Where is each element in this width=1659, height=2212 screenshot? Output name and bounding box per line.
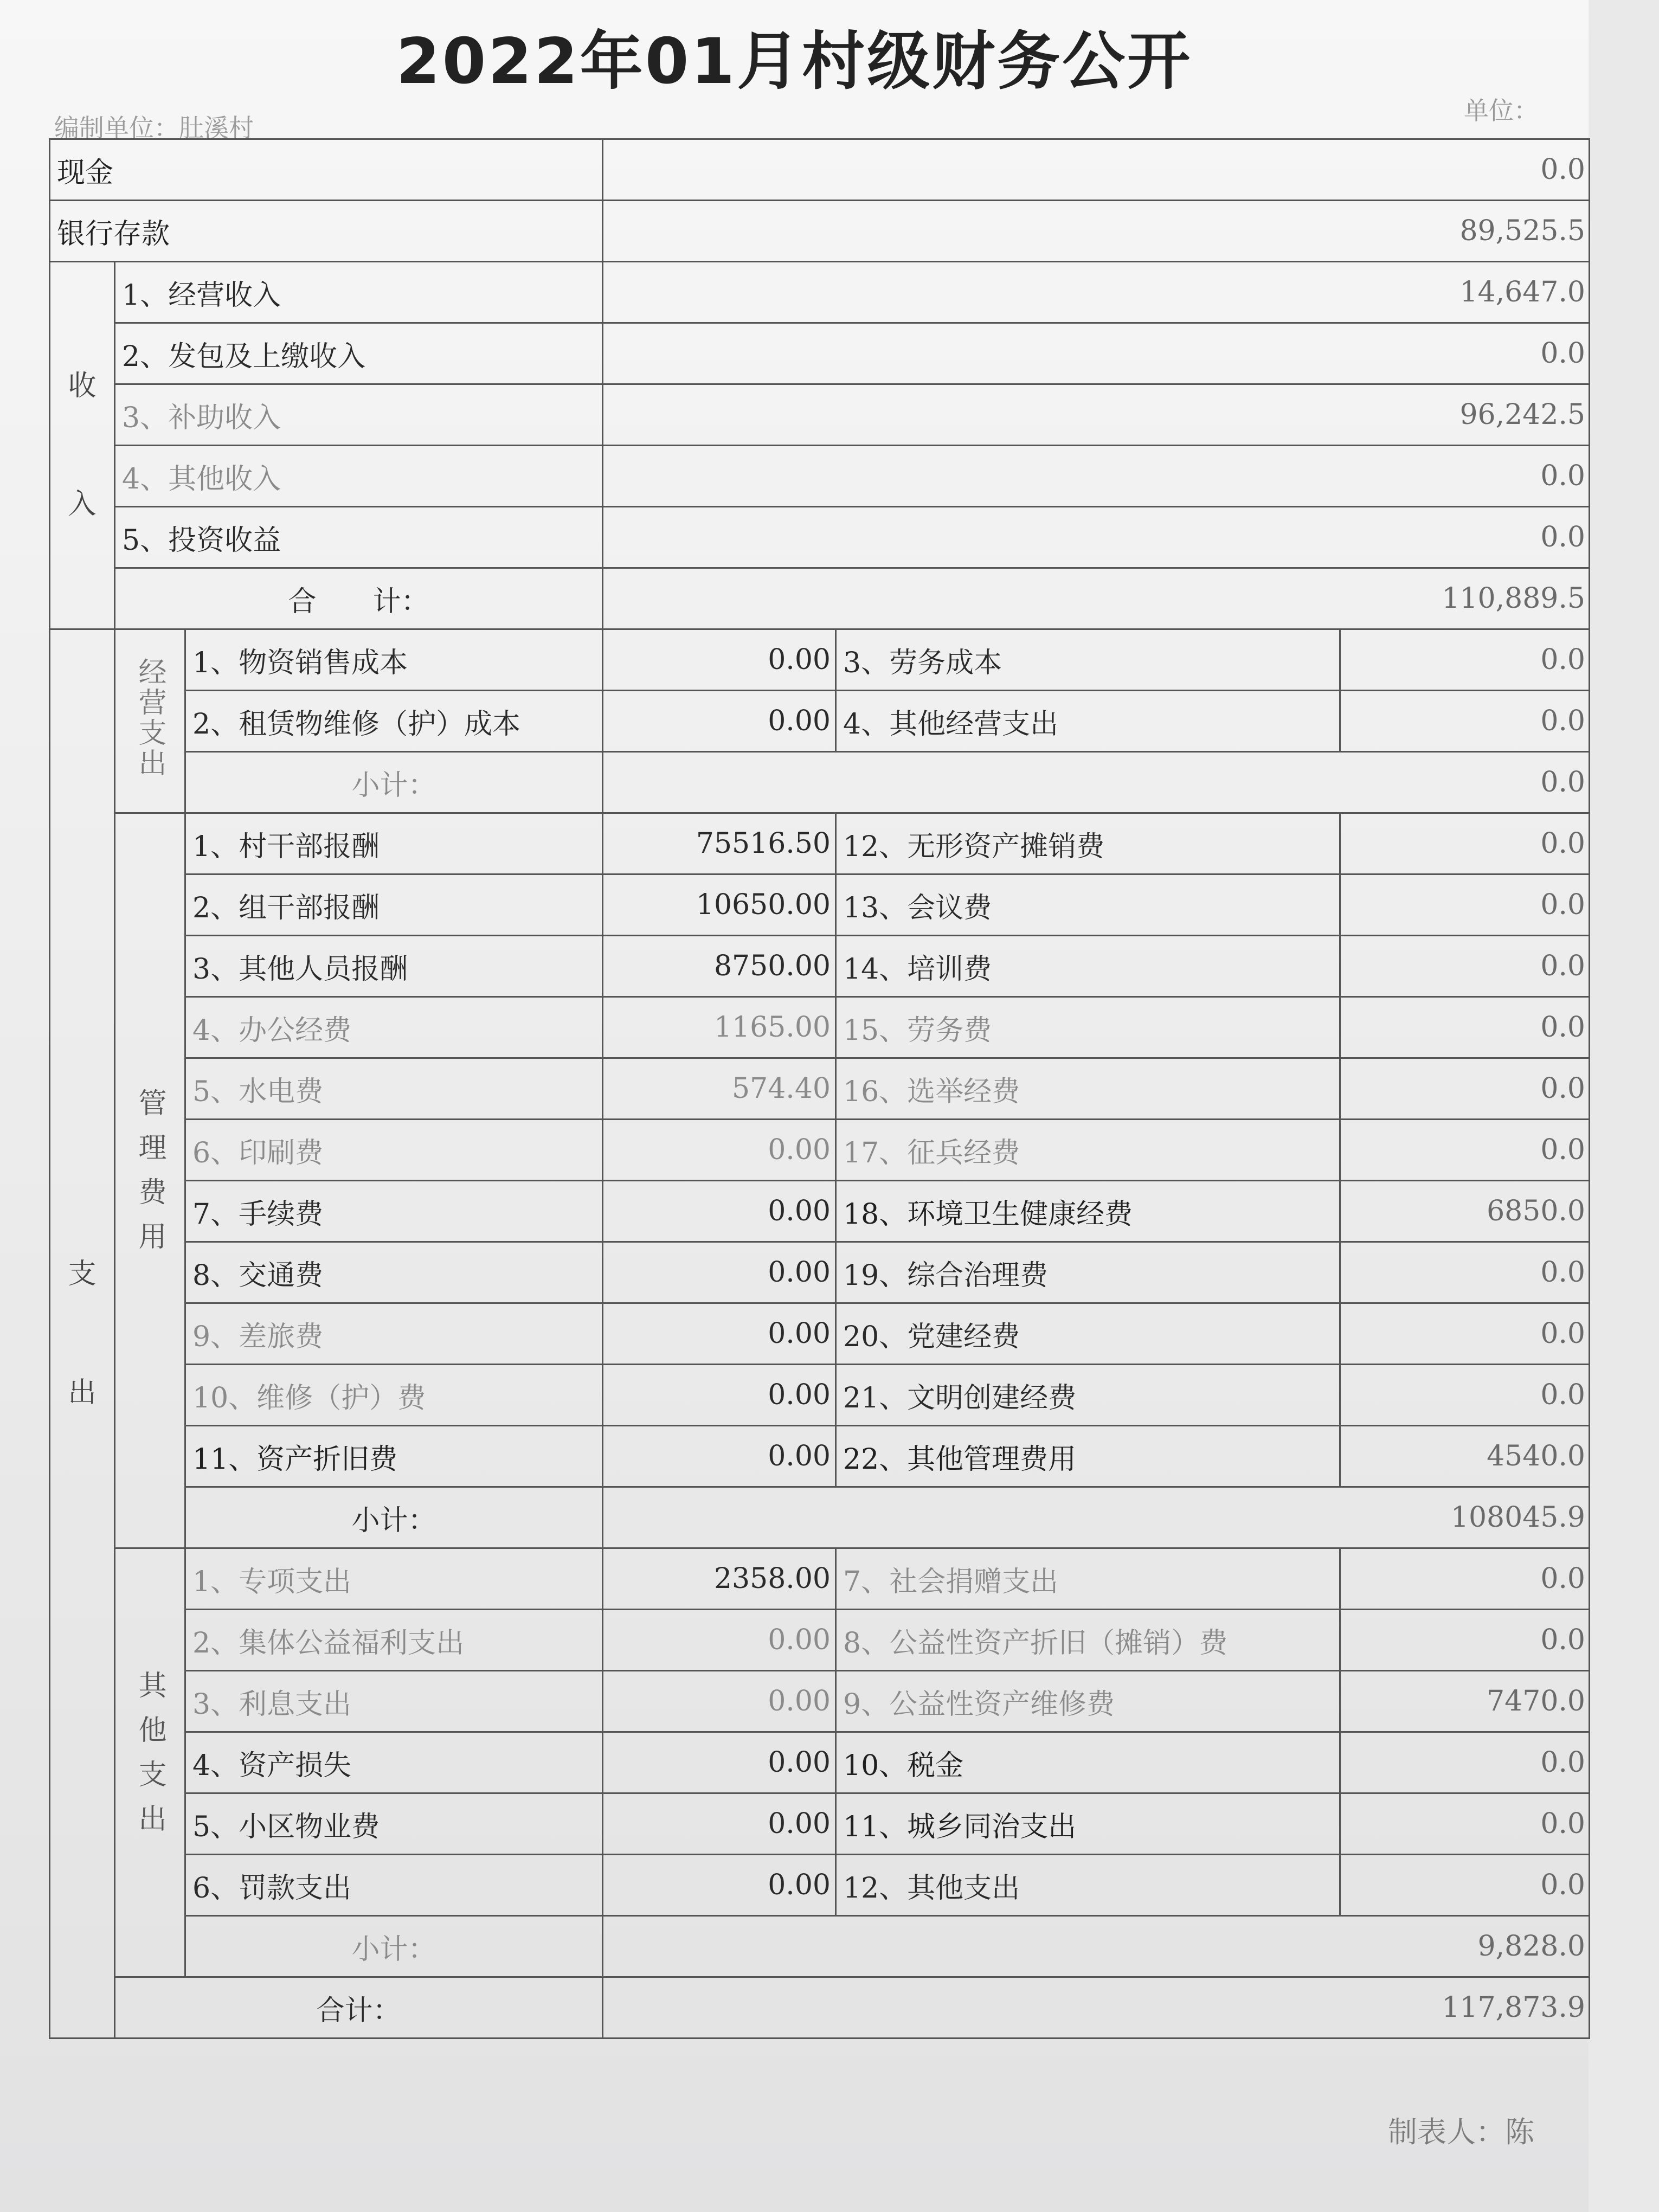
subtotal-row <box>50 1916 1590 1977</box>
table-row <box>50 691 1590 752</box>
row-value: 4540.0 <box>1340 1426 1590 1487</box>
row-value: 10650.00 <box>603 874 836 936</box>
row-value: 6850.0 <box>1340 1181 1590 1242</box>
unit-label: 单位： <box>1464 96 1539 125</box>
row-label: 2、租赁物维修（护）成本 <box>185 691 603 752</box>
row-value: 0.00 <box>603 1120 836 1181</box>
row-value: 0.00 <box>603 1793 836 1855</box>
row-label: 18、环境卫生健康经费 <box>836 1181 1340 1242</box>
row-value: 75516.50 <box>603 813 836 874</box>
table-row <box>50 1610 1590 1671</box>
row-label: 20、党建经费 <box>836 1303 1340 1365</box>
row-label: 6、印刷费 <box>185 1120 603 1181</box>
table-row <box>50 874 1590 936</box>
table-row <box>50 1793 1590 1855</box>
row-label: 银行存款 <box>50 201 603 262</box>
subtotal-label: 小计： <box>185 752 603 813</box>
row-label: 3、补助收入 <box>115 384 603 446</box>
table-row <box>50 1365 1590 1426</box>
row-label: 11、城乡同治支出 <box>836 1793 1340 1855</box>
row-value: 0.0 <box>603 323 1590 384</box>
table-row <box>50 1426 1590 1487</box>
subtotal-value: 9,828.0 <box>603 1916 1590 1977</box>
row-label: 4、办公经费 <box>185 997 603 1058</box>
row-value: 0.00 <box>603 1610 836 1671</box>
row-value: 8750.00 <box>603 936 836 997</box>
table-row <box>50 139 1590 201</box>
row-value: 0.0 <box>1340 1548 1590 1610</box>
row-value: 0.0 <box>1340 1120 1590 1181</box>
expense-total-value: 117,873.9 <box>603 1977 1590 2039</box>
row-value: 0.0 <box>1340 997 1590 1058</box>
table-row <box>50 936 1590 997</box>
row-value: 0.0 <box>1340 1303 1590 1365</box>
row-value: 0.0 <box>1340 1732 1590 1793</box>
subtotal-label: 小计： <box>185 1916 603 1977</box>
row-value: 0.00 <box>603 629 836 691</box>
row-label: 3、劳务成本 <box>836 629 1340 691</box>
maker-label: 制表人： <box>1388 2115 1505 2149</box>
row-label: 6、罚款支出 <box>185 1855 603 1916</box>
table-row <box>50 1058 1590 1120</box>
table-row <box>50 1303 1590 1365</box>
row-value: 0.0 <box>603 507 1590 568</box>
row-label: 12、无形资产摊销费 <box>836 813 1340 874</box>
row-value: 7470.0 <box>1340 1671 1590 1732</box>
row-value: 0.00 <box>603 1242 836 1303</box>
row-label: 2、集体公益福利支出 <box>185 1610 603 1671</box>
row-value: 0.0 <box>1340 1058 1590 1120</box>
table-row <box>50 446 1590 507</box>
income-total-label: 合 计： <box>115 568 603 629</box>
table-row <box>50 262 1590 323</box>
row-value: 96,242.5 <box>603 384 1590 446</box>
row-label: 9、差旅费 <box>185 1303 603 1365</box>
row-label: 7、社会捐赠支出 <box>836 1548 1340 1610</box>
row-value: 0.00 <box>603 691 836 752</box>
table-row <box>50 1671 1590 1732</box>
row-label: 9、公益性资产维修费 <box>836 1671 1340 1732</box>
row-label: 10、税金 <box>836 1732 1340 1793</box>
row-value: 0.0 <box>1340 629 1590 691</box>
row-label: 17、征兵经费 <box>836 1120 1340 1181</box>
row-label: 现金 <box>50 139 603 201</box>
table-row <box>50 629 1590 691</box>
page-title: 2022年01月村级财务公开 <box>396 25 1193 98</box>
row-value: 1165.00 <box>603 997 836 1058</box>
row-label: 7、手续费 <box>185 1181 603 1242</box>
table-row <box>50 323 1590 384</box>
row-value: 14,647.0 <box>603 262 1590 323</box>
table-row <box>50 507 1590 568</box>
table-row <box>50 1120 1590 1181</box>
org-name: 肚溪村 <box>179 113 254 143</box>
table-row <box>50 997 1590 1058</box>
expense-section-label: 支 出 <box>50 629 115 2039</box>
table-row <box>50 1732 1590 1793</box>
expense-total-label: 合计： <box>115 1977 603 2039</box>
row-value: 0.00 <box>603 1855 836 1916</box>
subtotal-row <box>50 1487 1590 1548</box>
row-label: 1、经营收入 <box>115 262 603 323</box>
row-value: 89,525.5 <box>603 201 1590 262</box>
income-total-row <box>50 568 1590 629</box>
row-label: 12、其他支出 <box>836 1855 1340 1916</box>
table-row <box>50 384 1590 446</box>
table-row <box>50 813 1590 874</box>
income-total-value: 110,889.5 <box>603 568 1590 629</box>
table-row <box>50 1548 1590 1610</box>
row-label: 4、资产损失 <box>185 1732 603 1793</box>
table-row <box>50 1242 1590 1303</box>
row-label: 5、投资收益 <box>115 507 603 568</box>
row-label: 4、其他经营支出 <box>836 691 1340 752</box>
row-value: 0.0 <box>1340 813 1590 874</box>
row-label: 13、会议费 <box>836 874 1340 936</box>
row-value: 0.00 <box>603 1732 836 1793</box>
row-value: 0.0 <box>1340 691 1590 752</box>
row-label: 21、文明创建经费 <box>836 1365 1340 1426</box>
management-expense-label: 管理费用 <box>115 813 185 1548</box>
row-value: 0.0 <box>1340 1365 1590 1426</box>
footer-maker <box>1388 2109 1534 2151</box>
row-label: 10、维修（护）费 <box>185 1365 603 1426</box>
table-row <box>50 1855 1590 1916</box>
row-label: 16、选举经费 <box>836 1058 1340 1120</box>
row-label: 5、小区物业费 <box>185 1793 603 1855</box>
row-label: 2、组干部报酬 <box>185 874 603 936</box>
row-label: 1、村干部报酬 <box>185 813 603 874</box>
row-value: 0.00 <box>603 1303 836 1365</box>
finance-table <box>49 138 1590 2039</box>
row-value: 2358.00 <box>603 1548 836 1610</box>
row-label: 14、培训费 <box>836 936 1340 997</box>
row-value: 0.0 <box>1340 1242 1590 1303</box>
operating-expense-label: 经营支出 <box>115 629 185 813</box>
row-value: 0.0 <box>603 139 1590 201</box>
row-label: 11、资产折旧费 <box>185 1426 603 1487</box>
row-value: 0.0 <box>1340 936 1590 997</box>
row-value: 0.0 <box>1340 1610 1590 1671</box>
row-label: 1、专项支出 <box>185 1548 603 1610</box>
expense-total-row <box>50 1977 1590 2039</box>
row-label: 5、水电费 <box>185 1058 603 1120</box>
row-label: 2、发包及上缴收入 <box>115 323 603 384</box>
row-value: 0.0 <box>1340 874 1590 936</box>
row-value: 574.40 <box>603 1058 836 1120</box>
income-section-label: 收 入 <box>50 262 115 629</box>
row-value: 0.0 <box>603 446 1590 507</box>
other-expense-label: 其他支出 <box>115 1548 185 1977</box>
org-label: 编制单位： <box>54 113 179 143</box>
maker-name: 陈 <box>1505 2115 1534 2149</box>
row-label: 1、物资销售成本 <box>185 629 603 691</box>
row-value: 0.00 <box>603 1426 836 1487</box>
row-label: 8、公益性资产折旧（摊销）费 <box>836 1610 1340 1671</box>
row-label: 15、劳务费 <box>836 997 1340 1058</box>
row-label: 22、其他管理费用 <box>836 1426 1340 1487</box>
table-row <box>50 201 1590 262</box>
subtotal-value: 0.0 <box>603 752 1590 813</box>
row-value: 0.00 <box>603 1671 836 1732</box>
row-label: 3、其他人员报酬 <box>185 936 603 997</box>
subtotal-label: 小计： <box>185 1487 603 1548</box>
row-label: 3、利息支出 <box>185 1671 603 1732</box>
row-label: 8、交通费 <box>185 1242 603 1303</box>
table-row <box>50 1181 1590 1242</box>
row-value: 0.0 <box>1340 1793 1590 1855</box>
subtotal-value: 108045.9 <box>603 1487 1590 1548</box>
row-value: 0.00 <box>603 1365 836 1426</box>
row-value: 0.0 <box>1340 1855 1590 1916</box>
row-label: 19、综合治理费 <box>836 1242 1340 1303</box>
subtotal-row <box>50 752 1590 813</box>
row-label: 4、其他收入 <box>115 446 603 507</box>
row-value: 0.00 <box>603 1181 836 1242</box>
